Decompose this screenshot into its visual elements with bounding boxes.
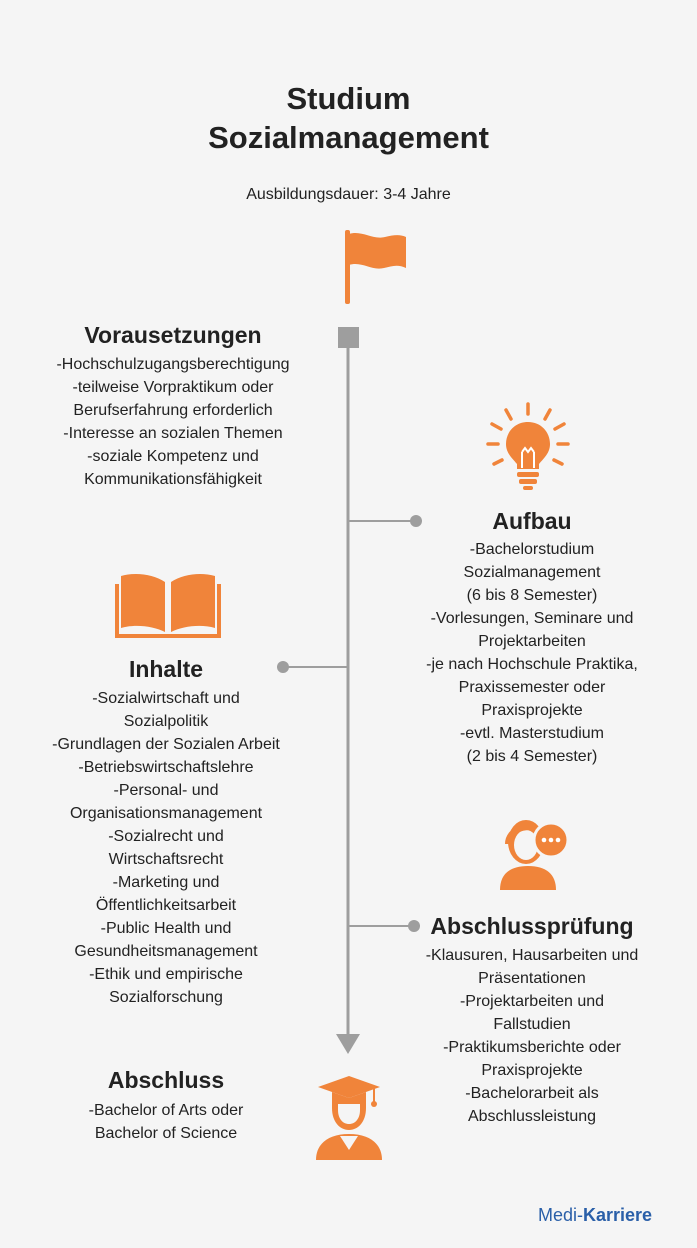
section-title-abschluss: Abschluss bbox=[107, 1067, 225, 1093]
duration-text: Ausbildungsdauer: 3-4 Jahre bbox=[246, 186, 451, 203]
timeline-start-marker bbox=[338, 327, 359, 348]
flag-icon bbox=[340, 228, 410, 306]
text-line: -Marketing und bbox=[112, 874, 220, 891]
text-line: Bachelor of Science bbox=[94, 1125, 238, 1142]
text-line: Gesundheitsmanagement bbox=[74, 943, 258, 960]
text-line: -Hochschulzugangsberechtigung bbox=[56, 356, 290, 373]
section-text-inhalte bbox=[36, 687, 296, 1009]
section-text-abschlusspruefung bbox=[410, 944, 654, 1128]
text-line: Sozialmanagement bbox=[463, 564, 601, 581]
section-text-voraussetzungen bbox=[40, 353, 306, 491]
support-agent-icon bbox=[494, 812, 572, 892]
text-line: Organisationsmanagement bbox=[69, 805, 263, 822]
text-line: Praxisprojekte bbox=[481, 702, 583, 719]
text-line: -Praktikumsberichte oder bbox=[443, 1039, 621, 1056]
section-text-aufbau bbox=[410, 538, 654, 768]
text-line: -Public Health und bbox=[100, 920, 232, 937]
text-line: -soziale Kompetenz und bbox=[87, 448, 259, 465]
text-line: -Klausuren, Hausarbeiten und bbox=[425, 947, 639, 964]
section-text-abschluss bbox=[56, 1099, 276, 1145]
graduate-icon bbox=[314, 1074, 384, 1160]
text-line: -je nach Hochschule Praktika, bbox=[426, 656, 638, 673]
logo-part-2: Karriere bbox=[583, 1205, 653, 1225]
lightbulb-icon bbox=[486, 402, 570, 492]
text-line: Berufserfahrung erforderlich bbox=[73, 402, 273, 419]
brand-logo bbox=[538, 1203, 652, 1227]
text-line: -Sozialrecht und bbox=[108, 828, 224, 845]
title-line-1: Studium bbox=[286, 81, 411, 116]
text-line: -Interesse an sozialen Themen bbox=[63, 425, 283, 442]
branch-aufbau-dot bbox=[410, 515, 422, 527]
text-line: Präsentationen bbox=[478, 970, 586, 987]
text-line: -Bachelorarbeit als bbox=[465, 1085, 599, 1102]
text-line: Öffentlichkeitsarbeit bbox=[95, 897, 237, 914]
branch-inhalte-dot bbox=[277, 661, 289, 673]
section-title-abschlusspruefung: Abschlussprüfung bbox=[430, 913, 634, 939]
text-line: -Bachelor of Arts oder bbox=[88, 1102, 244, 1119]
timeline-end-arrow bbox=[336, 1034, 360, 1054]
text-line: -Ethik und empirische bbox=[89, 966, 243, 983]
text-line: -Sozialwirtschaft und bbox=[92, 690, 240, 707]
text-line: -Grundlagen der Sozialen Arbeit bbox=[52, 736, 280, 753]
text-line: -Bachelorstudium bbox=[469, 541, 595, 558]
text-line: Sozialpolitik bbox=[123, 713, 209, 730]
text-line: (2 bis 4 Semester) bbox=[466, 748, 598, 765]
text-line: (6 bis 8 Semester) bbox=[466, 587, 598, 604]
text-line: Projektarbeiten bbox=[478, 633, 586, 650]
text-line: -teilweise Vorpraktikum oder bbox=[72, 379, 274, 396]
title-line-2: Sozialmanagement bbox=[208, 120, 489, 155]
text-line: Praxissemester oder bbox=[458, 679, 606, 696]
text-line: Wirtschaftsrecht bbox=[108, 851, 224, 868]
text-line: Fallstudien bbox=[493, 1016, 571, 1033]
book-icon bbox=[113, 570, 223, 645]
text-line: Abschlussleistung bbox=[467, 1108, 597, 1125]
section-title-inhalte: Inhalte bbox=[128, 656, 204, 682]
text-line: -evtl. Masterstudium bbox=[459, 725, 605, 742]
section-title-aufbau: Aufbau bbox=[492, 508, 572, 534]
text-line: -Personal- und bbox=[113, 782, 219, 799]
page-title bbox=[0, 79, 697, 157]
logo-part-1: Medi- bbox=[538, 1205, 584, 1225]
text-line: -Vorlesungen, Seminare und bbox=[430, 610, 634, 627]
text-line: -Betriebswirtschaftslehre bbox=[78, 759, 254, 776]
text-line: Sozialforschung bbox=[109, 989, 223, 1006]
section-title-voraussetzungen: Vorausetzungen bbox=[84, 322, 262, 348]
text-line: -Projektarbeiten und bbox=[459, 993, 605, 1010]
text-line: Praxisprojekte bbox=[481, 1062, 583, 1079]
text-line: Kommunikationsfähigkeit bbox=[84, 471, 262, 488]
